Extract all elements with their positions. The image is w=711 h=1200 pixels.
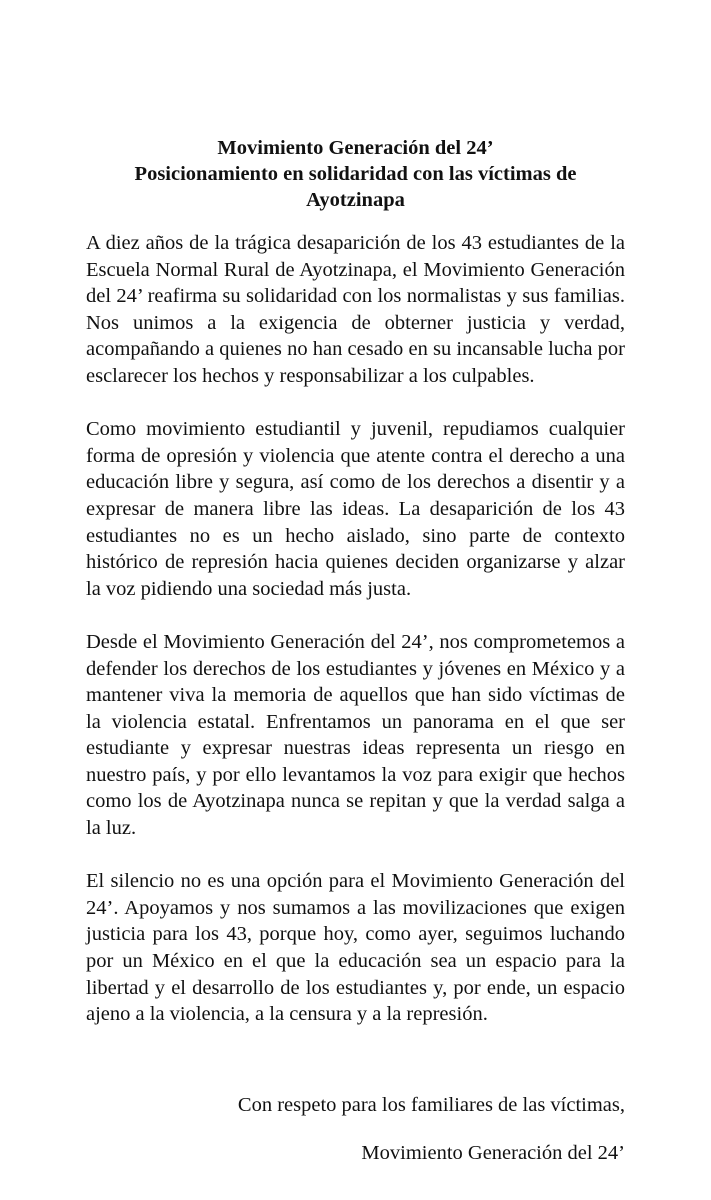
document-body (86, 230, 625, 1054)
title-line-subject: Posicionamiento en solidaridad con las víctimas de (134, 163, 577, 185)
signature: Movimiento Generación del 24’ (361, 1142, 625, 1164)
paragraph-3: Desde el Movimiento Generación del 24’, nos comprometemos a defender los derechos de los estudiantes y jóvenes en México y a mantener viva la memoria de aquellos que han sido víctimas de la violencia estatal. Enfrentamos un panorama en el que ser estudiante y expresar nuestras ideas representa un riesgo en nuestro país, y por ello levantamos la voz para exigir que hechos como los de Ayotzinapa nunca se repitan y que la verdad salga a la luz. (86, 630, 625, 840)
document-title (80, 135, 631, 213)
paragraph-4: El silencio no es una opción para el Movimiento Generación del 24’. Apoyamos y nos sumamos a las movilizaciones que exigen justicia para los 43, porque hoy, como ayer, seguimos luchando por un México en el que la educación sea un espacio para la libertad y el desarrollo de los estudiantes y, por ende, un espacio ajeno a la violencia, a la censura y a la represión. (86, 870, 625, 1026)
closing-salutation: Con respeto para los familiares de las víctimas, (237, 1094, 625, 1116)
title-line-organization: Movimiento Generación del 24’ (217, 137, 494, 159)
title-line-place: Ayotzinapa (306, 189, 405, 211)
paragraph-2: Como movimiento estudiantil y juvenil, repudiamos cualquier forma de opresión y violencia que atente contra el derecho a una educación libre y segura, así como de los derechos a disentir y a expresar de manera libre las ideas. La desaparición de los 43 estudiantes no es un hecho aislado, sino parte de contexto histórico de represión hacia quienes deciden organizarse y alzar la voz pidiendo una sociedad más justa. (86, 418, 625, 600)
paragraph-1: A diez años de la trágica desaparición de los 43 estudiantes de la Escuela Normal Rural de Ayotzinapa, el Movimiento Generación del 24’ reafirma su solidaridad con los normalistas y sus familias. Nos unimos a la exigencia de obterner justicia y verdad, acompañando a quienes no han cesado en su incansable lucha por esclarecer los hechos y responsabilizar a los culpables. (86, 232, 625, 387)
